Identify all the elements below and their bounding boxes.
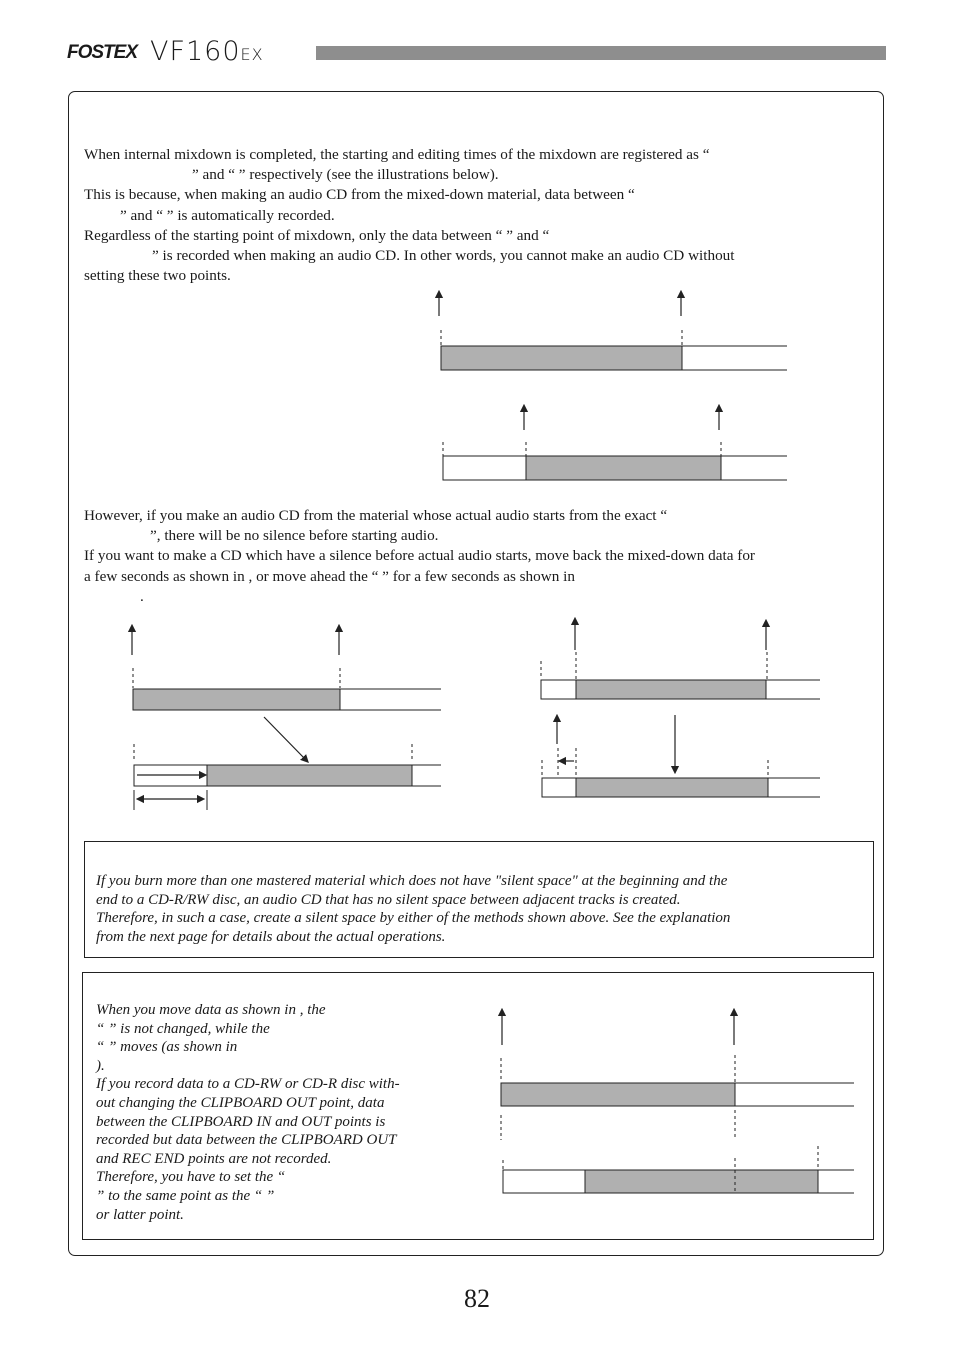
- side-line: between the CLIPBOARD IN and OUT points is: [96, 1113, 386, 1130]
- side-line: Therefore, you have to set the “: [96, 1169, 286, 1186]
- note-line: Therefore, in such a case, create a silent space by either of the methods shown above. See the explanation: [96, 910, 731, 927]
- model-name: VF160: [150, 36, 241, 67]
- side-line: recorded but data between the CLIPBOARD OUT: [96, 1132, 397, 1149]
- side-line: “ ” moves (as shown in: [96, 1039, 238, 1056]
- intro-line: setting these two points.: [84, 267, 231, 285]
- intro-line: ” and “ ” respectively (see the illustrations below).: [192, 166, 499, 184]
- audio-bar: [576, 778, 768, 797]
- silence-line: ”, there will be no silence before starting audio.: [150, 527, 439, 545]
- audio-bar: [133, 689, 340, 710]
- diagram-mixdown-registration: [439, 294, 787, 480]
- side-line: ” to the same point as the “ ”: [96, 1187, 275, 1204]
- intro-line: This is because, when making an audio CD from the mixed-down material, data between “: [84, 186, 635, 204]
- silence-line: However, if you make an audio CD from the material whose actual audio starts from the exact “: [84, 507, 668, 524]
- side-line: ).: [96, 1057, 105, 1074]
- note-line: end to a CD-R/RW disc, an audio CD that has no silent space between adjacent tracks is created.: [96, 891, 681, 908]
- fostex-logo: FOSTEX: [67, 42, 138, 63]
- silence-line: a few seconds as shown in , or move ahead the “ ” for a few seconds as shown in: [84, 567, 575, 585]
- note-line: If you burn more than one mastered material which does not have "silent space" at the beginning and the: [96, 873, 728, 889]
- audio-bar: [576, 680, 766, 699]
- side-line: When you move data as shown in , the: [96, 1002, 326, 1018]
- side-line: out changing the CLIPBOARD OUT point, data: [96, 1094, 385, 1111]
- clipboard-note-text: [96, 1001, 400, 1224]
- diagram-move-start-ahead: [541, 621, 820, 797]
- track-box: [541, 680, 576, 699]
- move-arrow: [264, 717, 306, 760]
- side-line: or latter point.: [96, 1206, 184, 1223]
- track-box: [443, 456, 526, 480]
- audio-bar: [441, 346, 682, 370]
- audio-bar: [526, 456, 721, 480]
- side-line: and REC END points are not recorded.: [96, 1150, 332, 1167]
- diagram-move-data-back: [132, 628, 441, 810]
- note-line: from the next page for details about the actual operations.: [96, 928, 446, 945]
- silence-line: .: [140, 587, 144, 605]
- model-suffix: EX: [240, 45, 264, 64]
- track-box: [542, 778, 576, 797]
- intro-line: When internal mixdown is completed, the starting and editing times of the mixdown are registered as “: [84, 146, 710, 163]
- note-text: [96, 872, 730, 946]
- intro-line: Regardless of the starting point of mixdown, only the data between “ ” and “: [84, 226, 550, 244]
- page-number: 82: [464, 1284, 490, 1313]
- audio-bar: [207, 765, 412, 786]
- intro-line: ” and “ ” is automatically recorded.: [120, 206, 335, 224]
- intro-line: ” is recorded when making an audio CD. In other words, you cannot make an audio CD without: [152, 247, 735, 265]
- side-line: “ ” is not changed, while the: [96, 1020, 270, 1037]
- silence-line: If you want to make a CD which have a silence before actual audio starts, move back the mixed-down data for: [84, 547, 755, 565]
- side-line: If you record data to a CD-RW or CD-R disc with-: [96, 1076, 400, 1093]
